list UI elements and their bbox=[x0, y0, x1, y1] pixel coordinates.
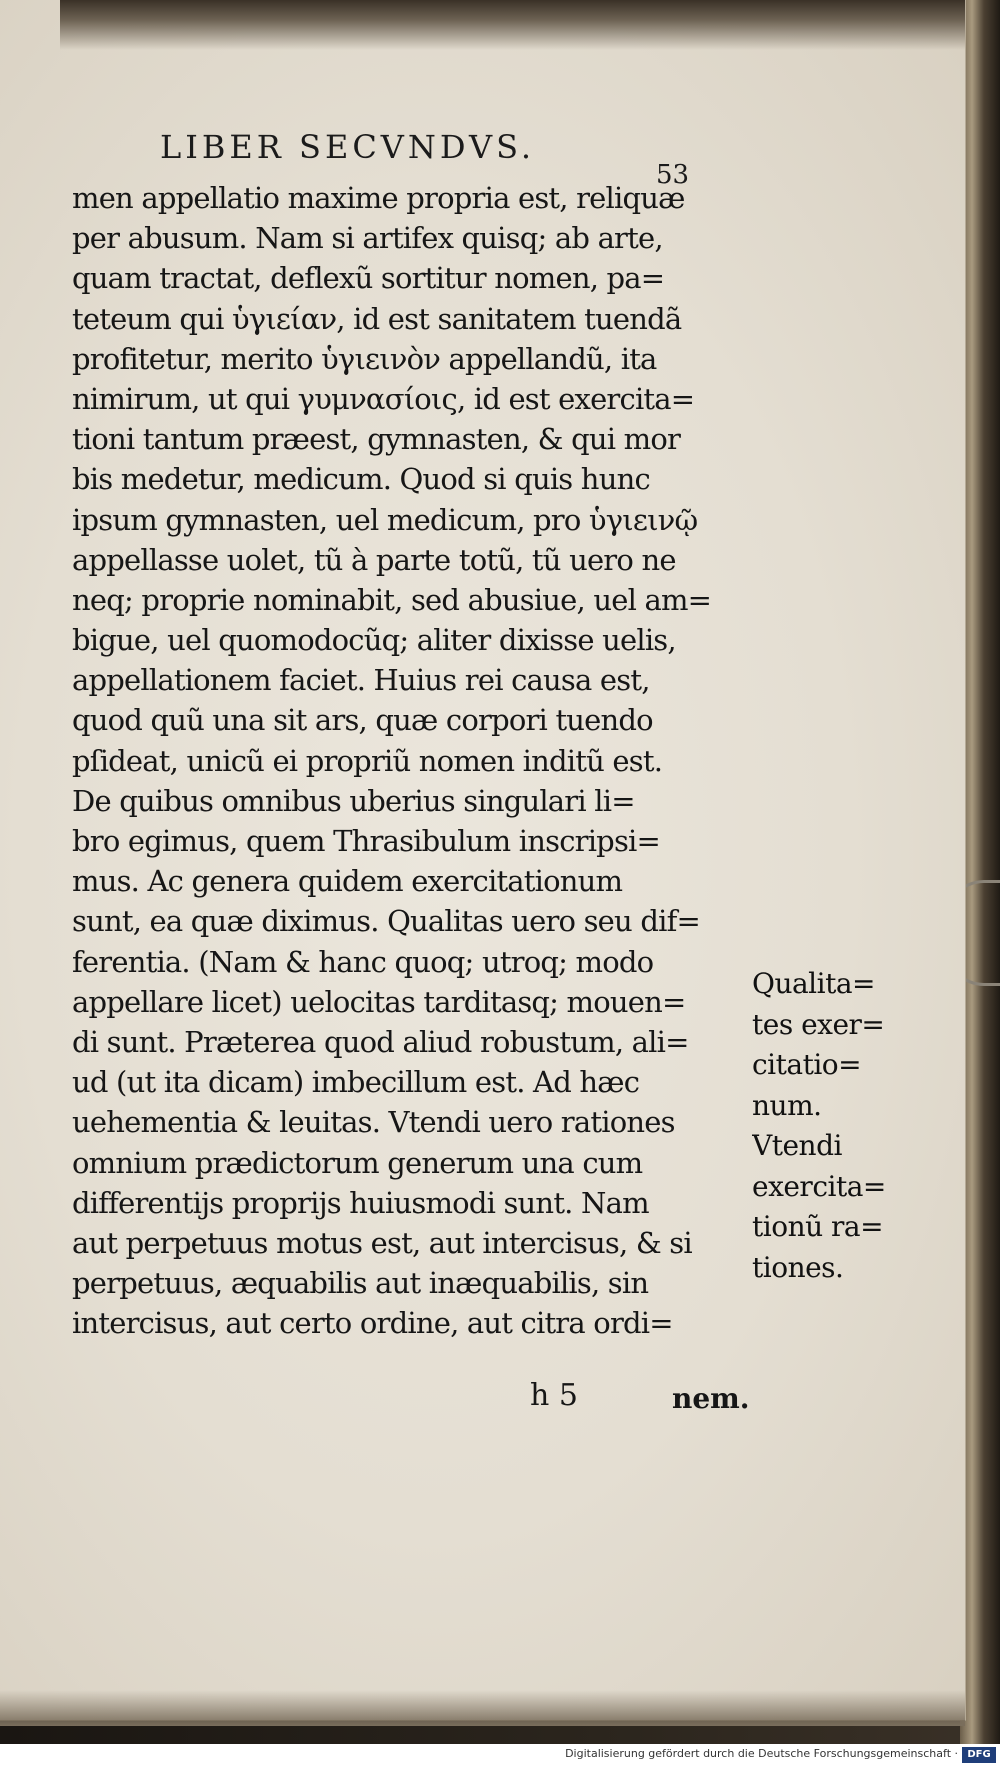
text-line: teteum qui ὑγιείαν, id est sanitatem tuendã bbox=[72, 301, 682, 336]
text-line: ud (ut ita dicam) imbecillum est. Ad hæc bbox=[72, 1065, 640, 1100]
page-top-shadow bbox=[60, 0, 965, 50]
margin-note bbox=[752, 964, 912, 1288]
text-line: di sunt. Præterea quod aliud robustum, ali= bbox=[72, 1024, 689, 1059]
text-line: quam tractat, deflexũ sortitur nomen, pa= bbox=[72, 261, 665, 296]
catchword: nem. bbox=[672, 1382, 750, 1415]
text-line: sunt, ea quæ diximus. Qualitas uero seu dif= bbox=[72, 904, 701, 939]
text-line: men appellatio maxime propria est, reliquæ bbox=[72, 181, 685, 215]
margin-note-line: citatio= bbox=[752, 1048, 862, 1081]
margin-note-line: tes exer= bbox=[752, 1007, 885, 1041]
text-line: aut perpetuus motus est, aut intercisus, & si bbox=[72, 1225, 692, 1260]
text-line: appellasse uolet, tũ à parte totũ, tũ uero ne bbox=[72, 542, 676, 577]
text-line: pſideat, unicũ ei propriũ nomen inditũ est. bbox=[72, 743, 663, 778]
digitization-credit-bar bbox=[0, 1744, 1000, 1766]
text-line: tioni tantum præest, gymnasten, & qui mor bbox=[72, 422, 681, 457]
text-line: nimirum, ut qui γυμνασίοις, id est exercita= bbox=[72, 381, 695, 416]
margin-note-line: num. bbox=[752, 1088, 822, 1122]
running-head: LIBER SECVNDVS. bbox=[160, 128, 536, 166]
text-line: neq; proprie nominabit, sed abusiue, uel am= bbox=[72, 582, 712, 617]
text-line: ferentia. (Nam & hanc quoq; utroq; modo bbox=[72, 944, 654, 979]
margin-note-line: Vtendi bbox=[752, 1129, 842, 1162]
margin-note-line: Qualita= bbox=[752, 967, 875, 1000]
text-line: De quibus omnibus uberius singulari li= bbox=[72, 783, 635, 818]
body-text bbox=[72, 178, 752, 1343]
page-bottom-shadow bbox=[0, 1690, 965, 1726]
margin-note-line: tiones. bbox=[752, 1250, 844, 1284]
text-line: perpetuus, æquabilis aut inæquabilis, sin bbox=[72, 1266, 649, 1301]
folio-number: 53 bbox=[656, 160, 690, 190]
signature-mark: h 5 bbox=[530, 1378, 578, 1413]
text-line: profitetur, merito ὑγιεινὸν appellandũ, ita bbox=[72, 341, 657, 376]
text-line: quod quũ una sit ars, quæ corpori tuendo bbox=[72, 703, 653, 738]
text-line: bis medetur, medicum. Quod si quis hunc bbox=[72, 462, 650, 497]
text-line: per abusum. Nam si artifex quisq; ab arte, bbox=[72, 221, 663, 256]
text-line: omnium prædictorum generum una cum bbox=[72, 1145, 643, 1180]
text-line: uehementia & leuitas. Vtendi uero rationes bbox=[72, 1105, 675, 1140]
text-line: appellare licet) uelocitas tarditasq; mouen= bbox=[72, 984, 686, 1019]
text-line: intercisus, aut certo ordine, aut citra ordi= bbox=[72, 1306, 673, 1341]
margin-note-line: tionũ ra= bbox=[752, 1210, 884, 1243]
text-line: bro egimus, quem Thrasibulum inscripsi= bbox=[72, 824, 660, 858]
text-line: differentijs proprijs huiusmodi sunt. Nam bbox=[72, 1185, 649, 1220]
credit-text: Digitalisierung gefördert durch die Deutsche Forschungsgemeinschaft · bbox=[565, 1747, 958, 1760]
margin-note-line: exercita= bbox=[752, 1169, 886, 1203]
dfg-logo: DFG bbox=[962, 1747, 996, 1763]
text-line: bigue, uel quomodocũq; aliter dixisse uelis, bbox=[72, 623, 676, 658]
text-line: mus. Ac genera quidem exercitationum bbox=[72, 864, 623, 899]
text-line: appellationem faciet. Huius rei causa est, bbox=[72, 663, 650, 698]
text-line: ipsum gymnasten, uel medicum, pro ὑγιεινῷ bbox=[72, 502, 698, 537]
